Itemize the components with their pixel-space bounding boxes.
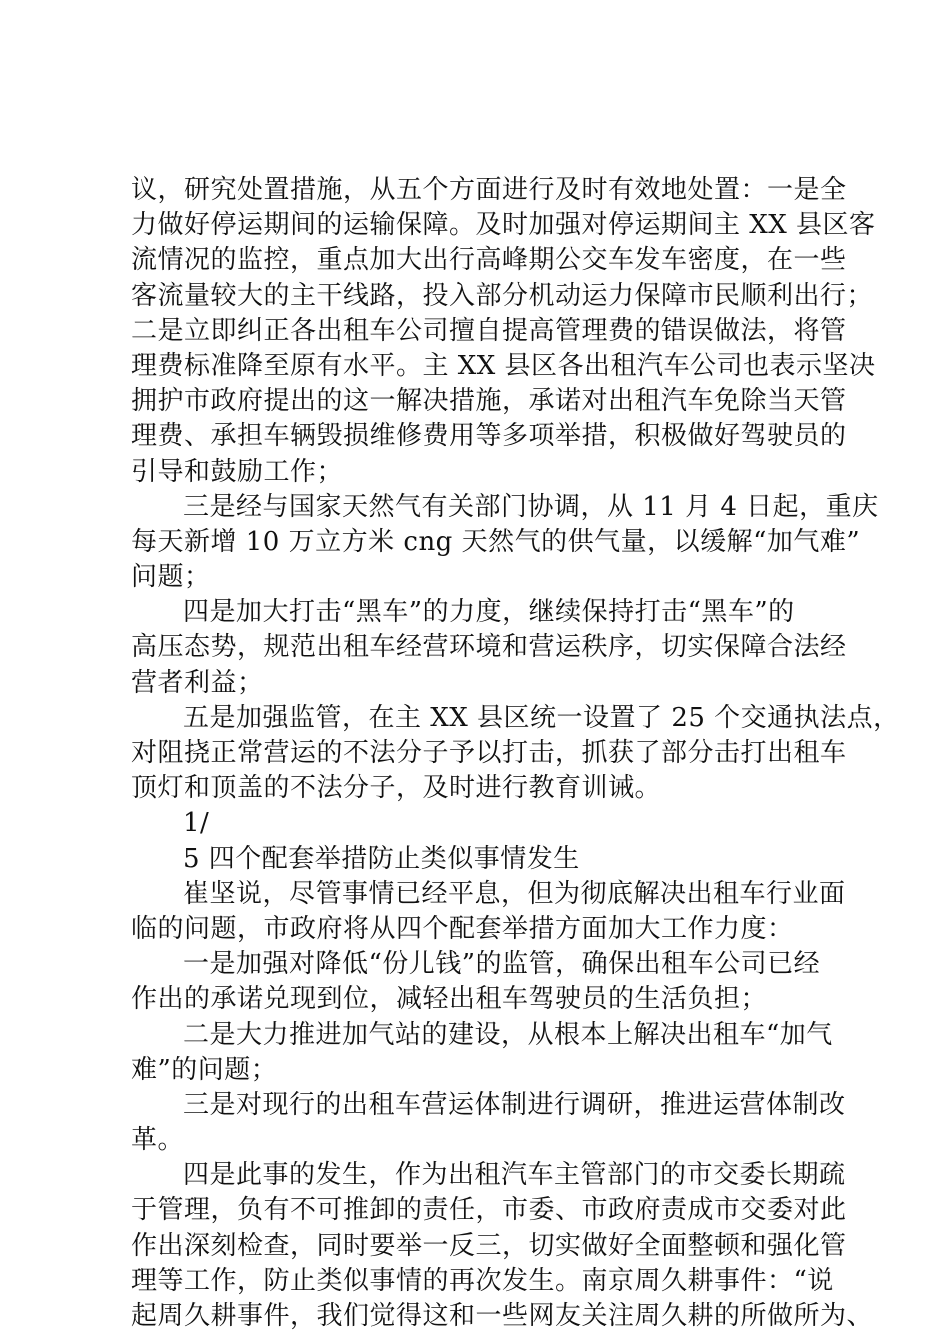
text-line: 营者利益； [131,667,264,698]
text-line: 流情况的监控，重点加大出行高峰期公交车发车密度，在一些 [131,245,847,276]
text-line: 作出深刻检查，同时要举一反三，切实做好全面整顿和强化管 [131,1230,847,1261]
text-line: 四是此事的发生，作为出租汽车主管部门的市交委长期疏 [183,1160,846,1191]
text-line: 拥护市政府提出的这一解决措施，承诺对出租汽车免除当天管 [131,386,847,417]
text-line: 五是加强监管，在主 XX 县区统一设置了 25 个交通执法点， [183,702,900,733]
text-line: 1/ [183,808,210,839]
text-line: 理费标准降至原有水平。主 XX 县区各出租汽车公司也表示坚决 [131,350,876,381]
document-body [131,173,900,1334]
text-line: 议，研究处置措施，从五个方面进行及时有效地处置：一是全 [131,175,847,205]
text-line: 顶灯和顶盖的不法分子，及时进行教育训诫。 [131,773,662,804]
text-line: 难”的问题； [131,1054,278,1085]
text-line: 三是经与国家天然气有关部门协调，从 11 月 4 日起，重庆 [183,491,879,522]
text-line: 临的问题，市政府将从四个配套举措方面加大工作力度： [131,913,794,944]
text-line: 客流量较大的主干线路，投入部分机动运力保障市民顺利出行； [131,280,874,311]
text-line: 二是立即纠正各出租车公司擅自提高管理费的错误做法，将管 [131,315,847,346]
text-line: 四是加大打击“黑车”的力度，继续保持打击“黑车”的 [183,597,795,628]
text-line: 力做好停运期间的运输保障。及时加强对停运期间主 XX 县区客 [131,210,876,241]
text-line: 问题； [131,562,211,593]
text-line: 起周久耕事件，我们觉得这和一些网友关注周久耕的所做所为、 [131,1301,874,1331]
text-line: 高压态势，规范出租车经营环境和营运秩序，切实保障合法经 [131,632,847,663]
text-line: 崔坚说，尽管事情已经平息，但为彻底解决出租车行业面 [183,878,846,909]
text-line: 三是对现行的出租车营运体制进行调研，推进运营体制改 [183,1089,846,1120]
text-line: 于管理，负有不可推卸的责任，市委、市政府责成市交委对此 [131,1195,847,1226]
text-line: 理等工作，防止类似事情的再次发生。南京周久耕事件：“说 [131,1265,834,1296]
text-line: 作出的承诺兑现到位，减轻出租车驾驶员的生活负担； [131,984,768,1015]
text-line: 引导和鼓励工作； [131,456,344,487]
text-line: 每天新增 10 万立方米 cng 天然气的供气量，以缓解“加气难” [131,526,861,557]
text-line: 一是加强对降低“份儿钱”的监管，确保出租车公司已经 [183,949,821,980]
text-line: 对阻挠正常营运的不法分子予以打击，抓获了部分击打出租车 [131,738,847,768]
text-line: 二是大力推进加气站的建设，从根本上解决出租车“加气 [183,1019,833,1050]
text-line: 5 四个配套举措防止类似事情发生 [183,843,580,874]
text-line: 理费、承担车辆毁损维修费用等多项举措，积极做好驾驶员的 [131,421,847,452]
text-line: 革。 [131,1125,185,1156]
